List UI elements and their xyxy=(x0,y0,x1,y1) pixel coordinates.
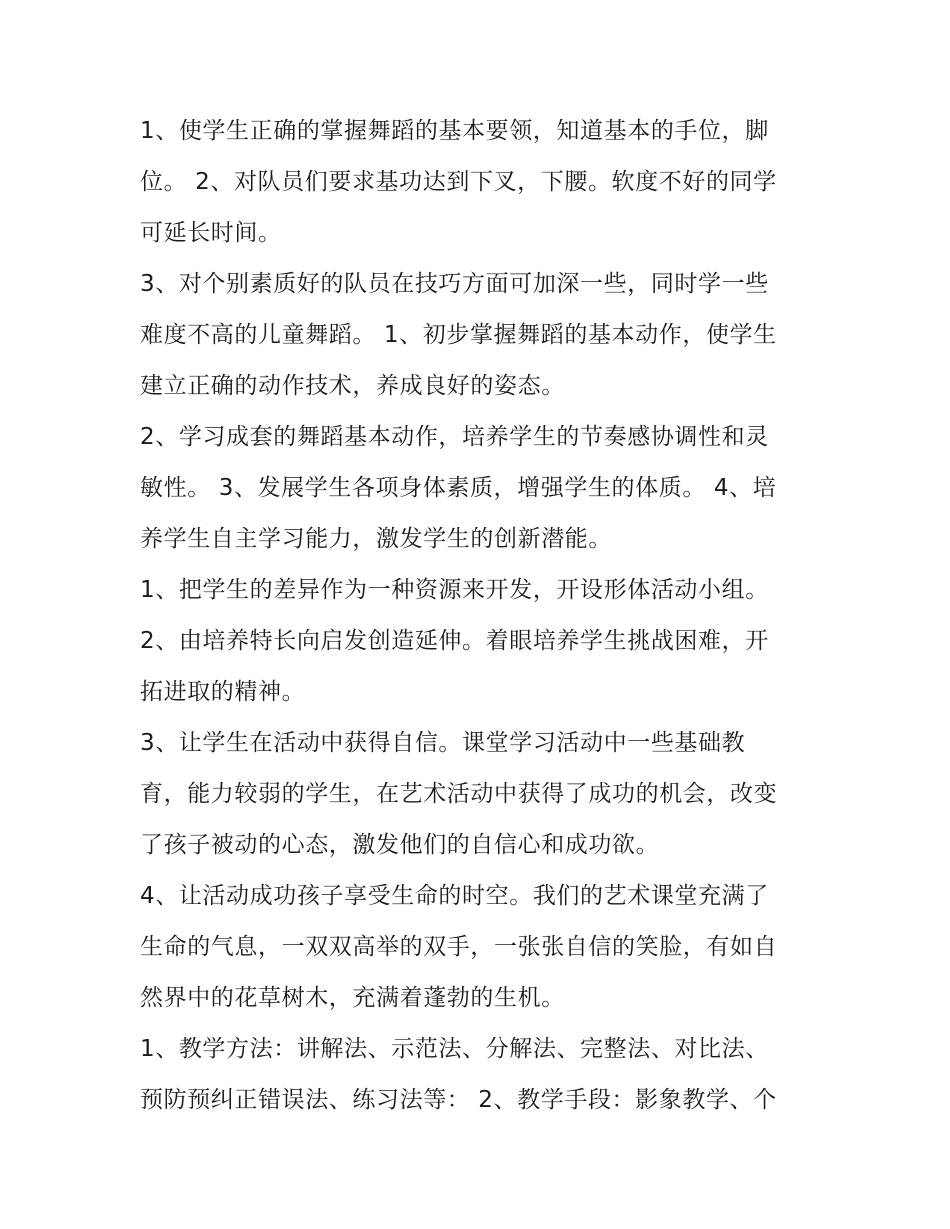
paragraph xyxy=(140,1024,820,1126)
text-line: 位。 2、对队员们要求基功达到下叉，下腰。软度不好的同学 xyxy=(140,169,777,195)
text-line: 1、把学生的差异作为一种资源来开发，开设形体活动小组。 xyxy=(140,577,769,603)
text-line: 1、教学方法：讲解法、示范法、分解法、完整法、对比法、 xyxy=(140,1036,769,1062)
text-line: 2、学习成套的舞蹈基本动作，培养学生的节奏感协调性和灵 xyxy=(140,424,769,450)
text-line: 1、使学生正确的掌握舞蹈的基本要领，知道基本的手位，脚 xyxy=(140,118,769,144)
paragraph xyxy=(140,106,820,259)
text-line: 拓进取的精神。 xyxy=(140,679,306,705)
text-line: 4、让活动成功孩子享受生命的时空。我们的艺术课堂充满了 xyxy=(140,883,769,909)
paragraph xyxy=(140,616,820,718)
paragraph xyxy=(140,412,820,565)
text-line: 然界中的花草树木，充满着蓬勃的生机。 xyxy=(140,985,565,1011)
text-line: 建立正确的动作技术，养成良好的姿态。 xyxy=(140,373,565,399)
document-body xyxy=(140,106,820,1126)
text-line: 3、对个别素质好的队员在技巧方面可加深一些，同时学一些 xyxy=(140,271,769,297)
text-line: 养学生自主学习能力，激发学生的创新潜能。 xyxy=(140,526,612,552)
text-line: 2、由培养特长向启发创造延伸。着眼培养学生挑战困难，开 xyxy=(140,628,769,654)
paragraph xyxy=(140,871,820,1024)
text-line: 可延长时间。 xyxy=(140,220,282,246)
text-line: 了孩子被动的心态，激发他们的自信心和成功欲。 xyxy=(140,832,660,858)
paragraph xyxy=(140,259,820,412)
paragraph xyxy=(140,565,820,616)
text-line: 难度不高的儿童舞蹈。 1、初步掌握舞蹈的基本动作，使学生 xyxy=(140,322,777,348)
text-line: 育，能力较弱的学生，在艺术活动中获得了成功的机会，改变 xyxy=(140,781,778,807)
paragraph xyxy=(140,718,820,871)
text-line: 3、让学生在活动中获得自信。课堂学习活动中一些基础教 xyxy=(140,730,746,756)
text-line: 生命的气息，一双双高举的双手，一张张自信的笑脸，有如自 xyxy=(140,934,778,960)
text-line: 预防预纠正错误法、练习法等： 2、教学手段：影象教学、个 xyxy=(140,1087,777,1113)
text-line: 敏性。 3、发展学生各项身体素质，增强学生的体质。 4、培 xyxy=(140,475,777,501)
